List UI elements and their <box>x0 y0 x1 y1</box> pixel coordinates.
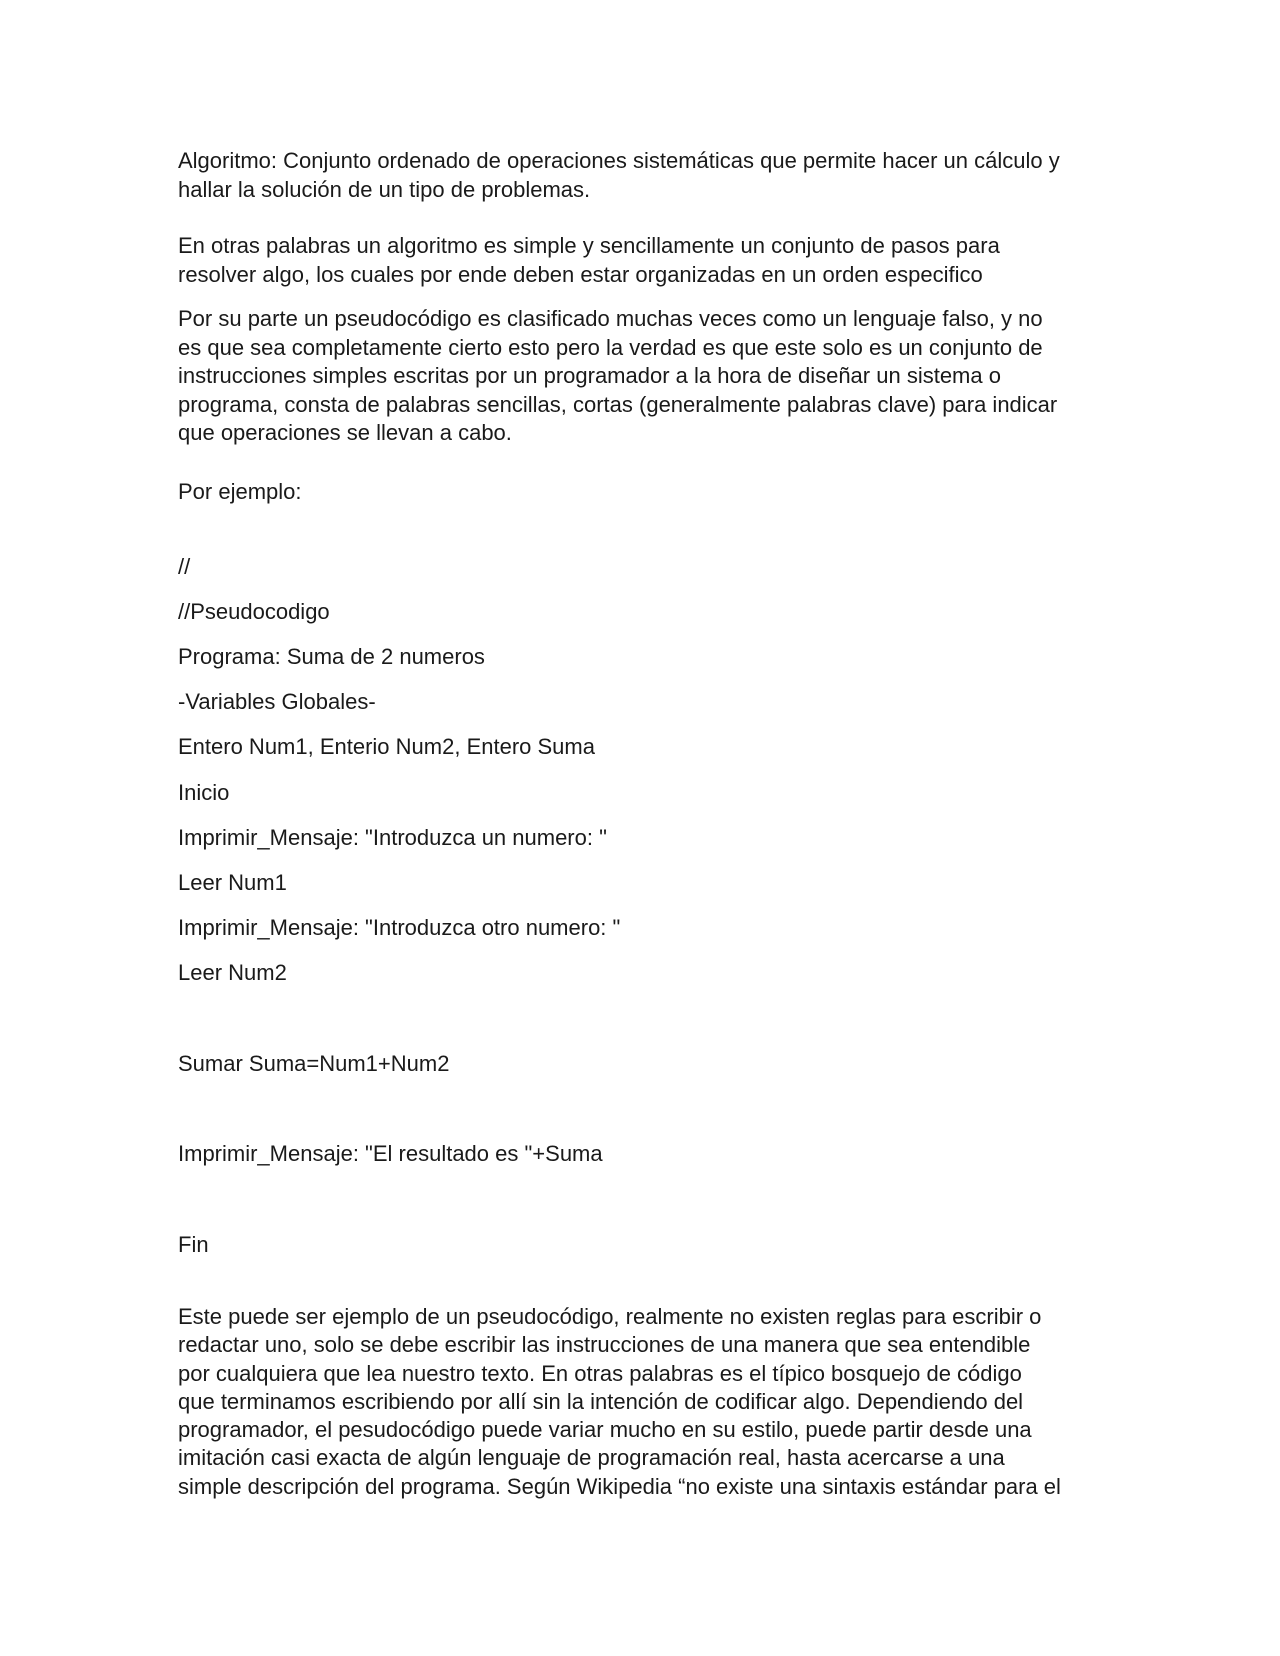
code-line: Leer Num1 <box>178 870 287 895</box>
paragraph-otras-palabras <box>178 232 1108 289</box>
text-line: programador, el pesudocódigo puede variar mucho en su estilo, puede partir desde una <box>178 1417 1032 1443</box>
text-line: imitación casi exacta de algún lenguaje de programación real, hasta acercarse a una <box>178 1445 1005 1471</box>
code-line: -Variables Globales- <box>178 689 376 714</box>
text-line: redactar uno, solo se debe escribir las instrucciones de una manera que sea entendible <box>178 1332 1031 1358</box>
text-line: por cualquiera que lea nuestro texto. En otras palabras es el típico bosquejo de código <box>178 1360 1022 1386</box>
code-line: //Pseudocodigo <box>178 599 330 624</box>
text-line: Este puede ser ejemplo de un pseudocódigo, realmente no existen reglas para escribir o <box>178 1304 1042 1329</box>
text-line: que operaciones se llevan a cabo. <box>178 420 512 445</box>
text-line: simple descripción del programa. Según Wikipedia “no existe una sintaxis estándar para el <box>178 1473 1061 1499</box>
code-line: Imprimir_Mensaje: "El resultado es "+Suma <box>178 1141 603 1166</box>
code-line: // <box>178 554 191 579</box>
code-line: Programa: Suma de 2 numeros <box>178 644 485 669</box>
text-line: Por su parte un pseudocódigo es clasificado muchas veces como un lenguaje falso, y no <box>178 306 1043 331</box>
text-line: Algoritmo: Conjunto ordenado de operaciones sistemáticas que permite hacer un cálculo y <box>178 148 1060 173</box>
code-line: Inicio <box>178 780 230 805</box>
code-line: Leer Num2 <box>178 960 287 985</box>
text-line: que terminamos escribiendo por allí sin la intención de codificar algo. Dependiendo del <box>178 1388 1024 1414</box>
example-label: Por ejemplo: <box>178 479 302 504</box>
text-line: hallar la solución de un tipo de problemas. <box>178 176 591 202</box>
code-line: Fin <box>178 1232 209 1257</box>
paragraph-pseudocodigo <box>178 305 1108 448</box>
code-line: Sumar Suma=Num1+Num2 <box>178 1051 450 1076</box>
paragraph-algoritmo <box>178 147 1108 204</box>
text-line: En otras palabras un algoritmo es simple y sencillamente un conjunto de pasos para <box>178 233 1000 258</box>
code-line: Entero Num1, Enterio Num2, Entero Suma <box>178 734 595 759</box>
text-line: programa, consta de palabras sencillas, cortas (generalmente palabras clave) para indicar <box>178 391 1058 417</box>
text-line: resolver algo, los cuales por ende deben estar organizadas en un orden especifico <box>178 261 983 287</box>
text-line: instrucciones simples escritas por un programador a la hora de diseñar un sistema o <box>178 363 1001 388</box>
code-line: Imprimir_Mensaje: "Introduzca un numero: " <box>178 825 607 850</box>
code-line: Imprimir_Mensaje: "Introduzca otro numero: " <box>178 915 621 940</box>
text-line: es que sea completamente cierto esto pero la verdad es que este solo es un conjunto de <box>178 334 1043 360</box>
paragraph-closing <box>178 1303 1108 1501</box>
